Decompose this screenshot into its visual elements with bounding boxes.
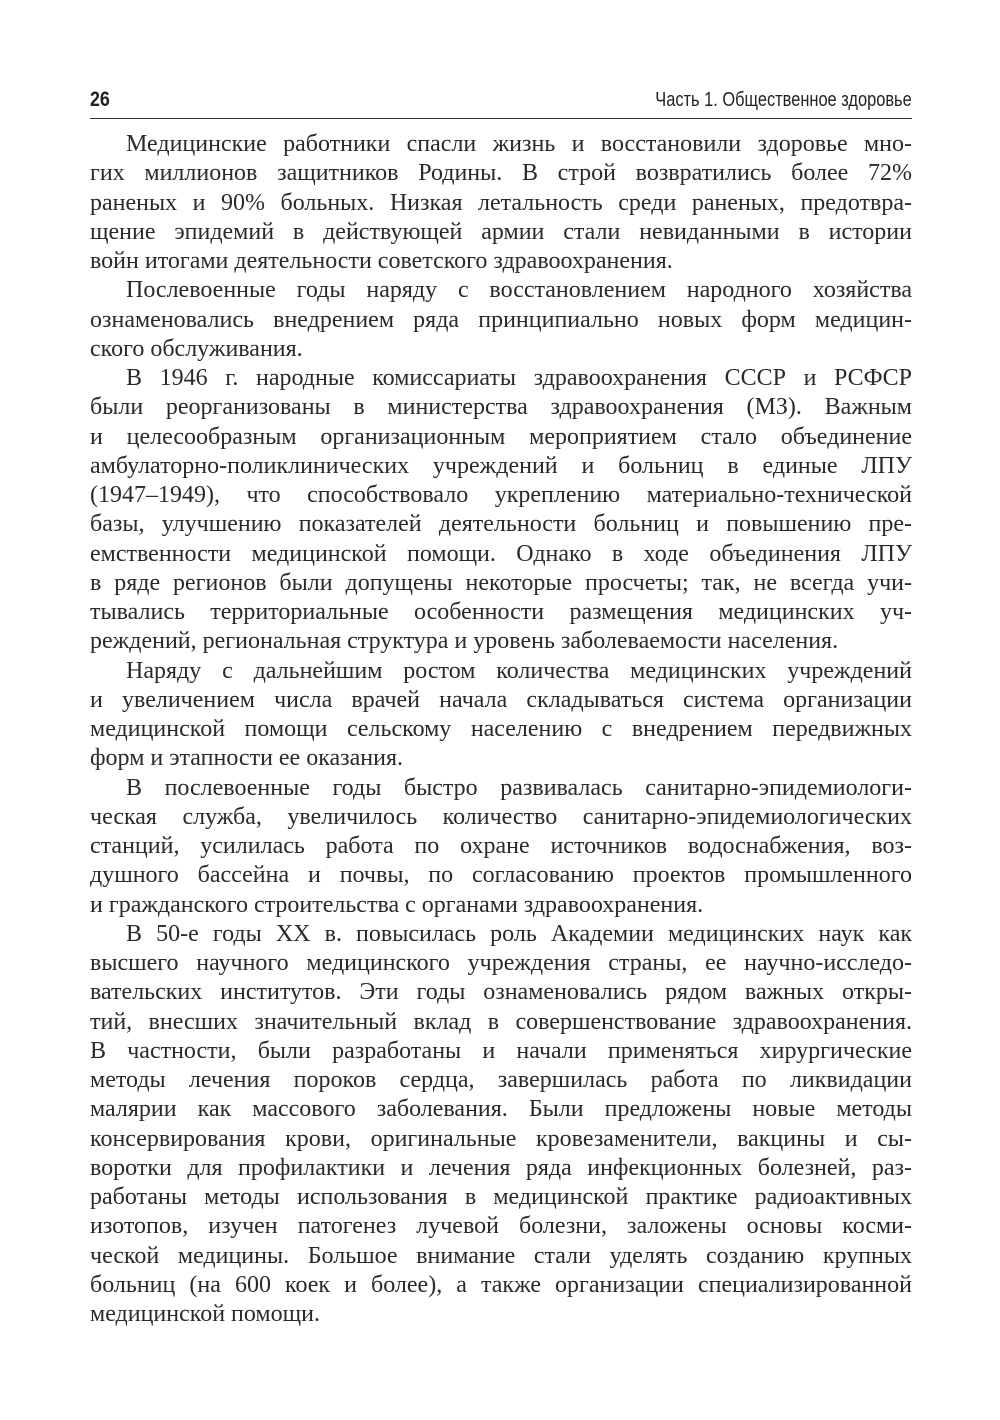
text-line: малярии как массового заболевания. Были предложены новые методы [90,1096,912,1123]
text-line: ческая служба, увеличилось количество санитарно-эпидемиологических [90,803,912,830]
text-line: и целесообразным организационным мероприятием стало объединение [90,423,912,450]
text-line: станций, усилилась работа по охране источников водоснабжения, воз- [90,833,912,859]
body-text [90,130,912,1329]
text-line: Наряду с дальнейшим ростом количества медицинских учреждений [126,657,912,684]
text-line: тывались территориальные особенности размещения медицинских уч- [90,599,912,625]
text-line: В 1946 г. народные комиссариаты здравоохранения СССР и РСФСР [126,365,912,391]
text-line: раненых и 90% больных. Низкая летальность среди раненых, предотвра- [90,189,912,216]
text-line: ознаменовались внедрением ряда принципиально новых форм медицин- [90,306,912,333]
text-line: воротки для профилактики и лечения ряда инфекционных болезней, раз- [90,1154,912,1181]
text-line: работаны методы использования в медицинской практике радиоактивных [90,1184,912,1210]
text-line: Медицинские работники спасли жизнь и восстановили здоровье мно- [126,131,912,157]
text-line: и увеличением числа врачей начала складываться система организации [90,686,912,713]
text-line: ского обслуживания. [90,335,303,362]
text-line: ческой медицины. Большое внимание стали уделять созданию крупных [90,1242,912,1269]
text-line: войн итогами деятельности советского здравоохранения. [90,248,673,274]
paragraph [90,276,912,364]
text-line: вательских институтов. Эти годы ознаменовались рядом важных откры- [90,979,912,1006]
paragraph [90,130,912,276]
text-line: Послевоенные годы наряду с восстановлением народного хозяйства [126,277,912,304]
text-line: форм и этапности ее оказания. [90,745,404,772]
text-line: в ряде регионов были допущены некоторые просчеты; так, не всегда учи- [90,569,912,596]
running-title: Часть 1. Общественное здоровье [655,89,912,111]
page-number: 26 [90,88,110,111]
text-line: емственности медицинской помощи. Однако в ходе объединения ЛПУ [90,540,912,567]
text-line: высшего научного медицинского учреждения страны, ее научно-исследо- [90,950,912,976]
text-line: медицинской помощи. [90,1301,320,1327]
paragraph [90,774,912,920]
text-line: В 50-е годы XX в. повысилась роль Академии медицинских наук как [126,920,912,947]
paragraph [90,364,912,657]
paragraph [90,657,912,774]
text-line: В частности, были разработаны и начали применяться хирургические [90,1037,912,1064]
text-line: были реорганизованы в министерства здравоохранения (МЗ). Важным [90,394,912,421]
text-line: базы, улучшению показателей деятельности больниц и повышению пре- [90,511,912,538]
text-line: методы лечения пороков сердца, завершилась работа по ликвидации [90,1067,912,1093]
text-line: больниц (на 600 коек и более), а также организации специализированной [90,1271,912,1298]
text-line: консервирования крови, оригинальные кровезаменители, вакцины и сы- [90,1125,912,1152]
text-line: В послевоенные годы быстро развивалась санитарно-эпидемиологи- [126,774,912,801]
text-line: реждений, региональная структура и уровень заболеваемости населения. [90,628,839,655]
text-line: и гражданского строительства с органами здравоохранения. [90,891,704,918]
text-line: (1947–1949), что способствовало укреплению материально-технической [90,482,912,508]
text-line: гих миллионов защитников Родины. В строй возвратились более 72% [90,160,912,187]
text-line: изотопов, изучен патогенез лучевой болезни, заложены основы косми- [90,1213,912,1240]
paragraph [90,920,912,1330]
text-line: тий, внесших значительный вклад в совершенствование здравоохранения. [90,1008,912,1035]
text-line: душного бассейна и почвы, по согласованию проектов промышленного [90,862,912,889]
text-line: щение эпидемий в действующей армии стали невиданными в истории [90,218,912,245]
running-header [90,84,912,119]
text-line: медицинской помощи сельскому населению с внедрением передвижных [90,716,912,742]
text-line: амбулаторно-поликлинических учреждений и больниц в единые ЛПУ [90,452,912,479]
